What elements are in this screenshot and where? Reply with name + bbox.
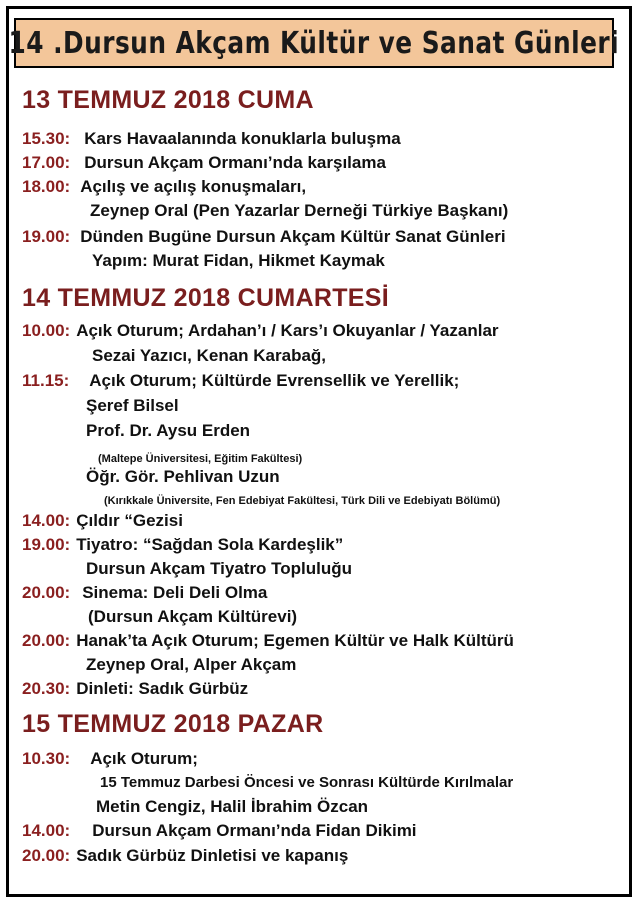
schedule-row: 11.15: Açık Oturum; Kültürde Evrensellik ve Yerellik; xyxy=(22,371,460,390)
poster-title: 14 .Dursun Akçam Kültür ve Sanat Günleri xyxy=(8,25,620,61)
schedule-row: Sezai Yazıcı, Kenan Karabağ, xyxy=(92,346,327,365)
schedule-row: 10.00: Açık Oturum; Ardahan’ı / Kars’ı Okuyanlar / Yazanlar xyxy=(22,321,499,340)
schedule-row: 15.30: Kars Havaalanında konuklarla buluşma xyxy=(22,129,401,148)
schedule-row: 17.00: Dursun Akçam Ormanı’nda karşılama xyxy=(22,153,386,172)
schedule-row: Zeynep Oral, Alper Akçam xyxy=(86,655,297,674)
schedule-row: 14.00: Dursun Akçam Ormanı’nda Fidan Dikimi xyxy=(22,821,417,840)
day2-heading: 14 TEMMUZ 2018 CUMARTESİ xyxy=(22,284,389,312)
title-banner xyxy=(8,18,620,68)
schedule-row: (Kırıkkale Üniversite, Fen Edebiyat Fakültesi, Türk Dili ve Edebiyatı Bölümü) xyxy=(104,495,501,507)
schedule-row: 14.00: Çıldır “Gezisi xyxy=(22,511,183,530)
schedule-row: 18.00: Açılış ve açılış konuşmaları, xyxy=(22,177,307,196)
schedule-row: 20.00: Sadık Gürbüz Dinletisi ve kapanış xyxy=(22,846,349,865)
schedule-row: Metin Cengiz, Halil İbrahim Özcan xyxy=(96,797,369,816)
schedule-row: Öğr. Gör. Pehlivan Uzun xyxy=(86,467,280,486)
schedule-row: Yapım: Murat Fidan, Hikmet Kaymak xyxy=(92,251,385,270)
schedule-row: 20.30: Dinleti: Sadık Gürbüz xyxy=(22,679,249,698)
schedule-row: 20.00: Hanak’ta Açık Oturum; Egemen Kültür ve Halk Kültürü xyxy=(22,631,514,650)
schedule-row: 15 Temmuz Darbesi Öncesi ve Sonrası Kültürde Kırılmalar xyxy=(100,774,514,791)
schedule-row: Prof. Dr. Aysu Erden xyxy=(86,421,251,440)
schedule-row: Zeynep Oral (Pen Yazarlar Derneği Türkiye Başkanı) xyxy=(90,201,509,220)
schedule-row: 10.30: Açık Oturum; xyxy=(22,749,198,768)
schedule-row: 20.00: Sinema: Deli Deli Olma xyxy=(22,583,268,602)
schedule-row: 19.00: Tiyatro: “Sağdan Sola Kardeşlik” xyxy=(22,535,344,554)
schedule-row: 19.00: Dünden Bugüne Dursun Akçam Kültür Sanat Günleri xyxy=(22,227,506,246)
day3-heading: 15 TEMMUZ 2018 PAZAR xyxy=(22,710,324,738)
schedule-row: (Dursun Akçam Kültürevi) xyxy=(88,607,298,626)
schedule-row: (Maltepe Üniversitesi, Eğitim Fakültesi) xyxy=(98,453,303,465)
schedule-row: Dursun Akçam Tiyatro Topluluğu xyxy=(86,559,353,578)
day1-heading: 13 TEMMUZ 2018 CUMA xyxy=(22,86,314,114)
schedule-row: Şeref Bilsel xyxy=(86,396,179,415)
